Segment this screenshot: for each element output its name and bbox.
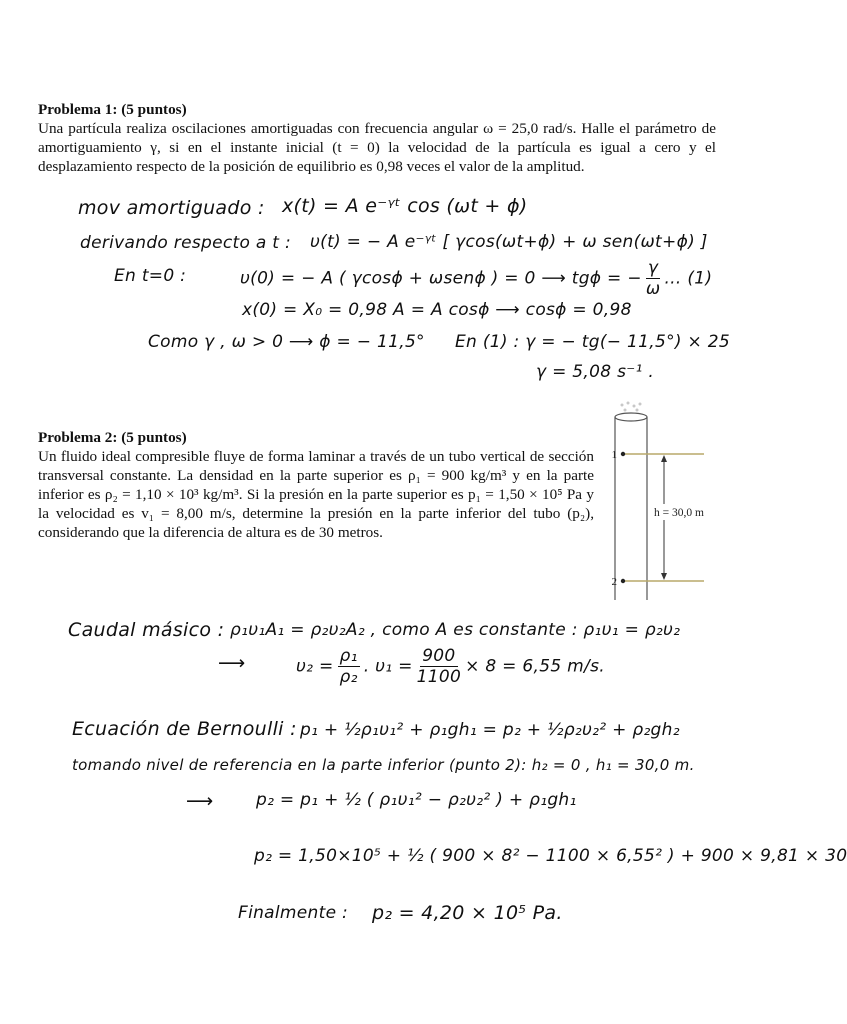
sol1-line5-equation: Como γ , ω > 0 ⟶ ϕ = − 11,5° xyxy=(148,332,425,352)
problem-1-title: Problema 1: (5 puntos) xyxy=(38,101,187,118)
sol2-line4-text: tomando nivel de referencia en la parte inferior (punto 2): h₂ = 0 , h₁ = 30,0 m. xyxy=(72,756,695,774)
sol1-line2-label: derivando respecto a t : xyxy=(80,233,292,253)
sol1-line1-equation: x(t) = A e⁻ᵞᵗ cos (ωt + ϕ) xyxy=(282,195,528,217)
sol2-frac1-num: ρ₁ xyxy=(339,646,358,666)
sol2-line1-equation: ρ₁υ₁A₁ = ρ₂υ₂A₂ , como A es constante : ρ₁υ₁ = ρ₂υ₂ xyxy=(230,620,681,640)
sol1-line3-tag: … (1) xyxy=(664,268,713,289)
problem-2-statement xyxy=(38,428,594,542)
sol1-result: γ = 5,08 s⁻¹ . xyxy=(536,362,655,382)
sol1-line3-eq-text: υ(0) = − A ( γcosϕ + ωsenϕ ) = 0 ⟶ tgϕ = − xyxy=(240,268,642,289)
height-arrow-head-bottom xyxy=(661,573,667,580)
problem-1-body: Una partícula realiza oscilaciones amortiguadas con frecuencia angular ω = 25,0 rad/s. Halle el parámetro de amortiguamiento γ, si en el instante inicial (t = 0) la velocidad de la partícula es igual a cero y el desplazamiento respecto de la posición de equilibrio es 0,98 veces el valor de la amplitud. xyxy=(38,120,716,175)
sol2-line2-equation xyxy=(296,646,605,687)
sol2-line3-label: Ecuación de Bernoulli : xyxy=(72,718,297,740)
sol2-frac2-num: 900 xyxy=(422,646,456,666)
sol2-end: × 8 = 6,55 m/s. xyxy=(465,656,605,677)
sol1-line3-frac-num: γ xyxy=(647,258,659,278)
point-2-label: 2 xyxy=(611,576,617,588)
sol2-v2: υ₂ = xyxy=(296,656,334,677)
dots-above-tube xyxy=(621,402,642,412)
problem-2-body: Un fluido ideal compresible fluye de forma laminar a través de un tubo vertical de sección transversal constante. La densidad en la parte superior es ρ₁ = 900 kg/m³ y en la parte inferior es ρ₂ = 1,10 × 10³ kg/m³. Si la presión en la parte superior es p₁ = 1,50 × 10⁵ Pa y la velocidad es v₁ = 8,00 m/s, determine la presión en la parte inferior del tubo (p₂), considerando que la diferencia de altura es de 30 metros. xyxy=(38,448,594,541)
point-1-marker xyxy=(621,452,625,456)
sol1-line5-equation-2: En (1) : γ = − tg(− 11,5°) × 25 xyxy=(455,332,730,352)
sol2-line5-equation: p₂ = p₁ + ½ ( ρ₁υ₁² − ρ₂υ₂² ) + ρ₁gh₁ xyxy=(256,790,577,810)
point-1-label: 1 xyxy=(611,449,617,461)
sol2-fraction-1 xyxy=(338,646,360,687)
problem-1-statement xyxy=(38,100,716,176)
sol1-line3-fraction xyxy=(646,258,661,299)
sol2-line5-arrow: ⟶ xyxy=(186,790,214,812)
sol2-line2-arrow: ⟶ xyxy=(218,652,246,674)
sol2-fraction-2 xyxy=(417,646,461,687)
sol2-line6-equation: p₂ = 1,50×10⁵ + ½ ( 900 × 8² − 1100 × 6,55² ) + 900 × 9,81 × 30 xyxy=(254,846,847,866)
sol1-line3-label: En t=0 : xyxy=(114,266,187,286)
height-label: h = 30,0 m xyxy=(654,507,704,519)
sol1-line1-label: mov amortiguado : xyxy=(78,197,265,219)
sol1-line3-equation xyxy=(240,258,712,299)
sol1-line3-frac-den: ω xyxy=(645,279,661,299)
sol2-mid: . υ₁ = xyxy=(363,656,413,677)
sol2-line7-label: Finalmente : xyxy=(238,903,349,923)
point-2-marker xyxy=(621,579,625,583)
sol2-final-result: p₂ = 4,20 × 10⁵ Pa. xyxy=(372,902,563,924)
sol2-line3-equation: p₁ + ½ρ₁υ₁² + ρ₁gh₁ = p₂ + ½ρ₂υ₂² + ρ₂gh₂ xyxy=(300,720,680,740)
sol1-line4-equation: x(0) = X₀ = 0,98 A = A cosϕ ⟶ cosϕ = 0,98 xyxy=(242,300,632,320)
tube-top-opening xyxy=(615,413,647,421)
sol1-line2-equation: υ(t) = − A e⁻ᵞᵗ [ γcos(ωt+ϕ) + ω sen(ωt+ϕ) ] xyxy=(310,232,708,252)
sol2-line1-label: Caudal másico : xyxy=(68,619,225,641)
sol2-frac1-den: ρ₂ xyxy=(339,667,358,687)
height-arrow-head-top xyxy=(661,455,667,462)
problem-2-title: Problema 2: (5 puntos) xyxy=(38,429,187,446)
sol2-frac2-den: 1100 xyxy=(416,667,462,687)
tube-diagram xyxy=(600,400,720,600)
